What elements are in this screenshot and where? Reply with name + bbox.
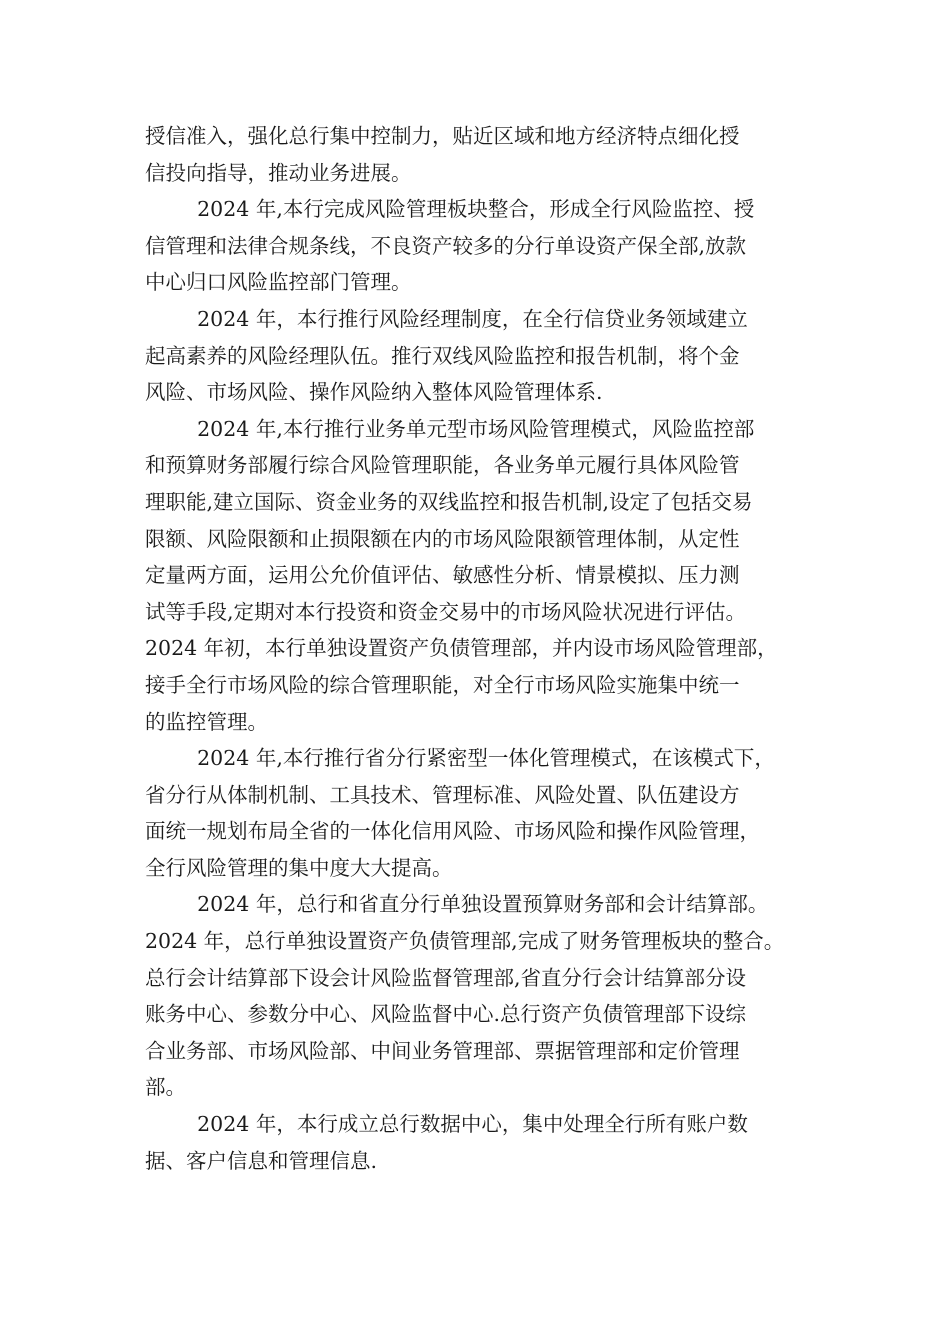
document-body xyxy=(145,118,835,1179)
text-line: 2024 年，总行和省直分行单独设置预算财务部和会计结算部。 xyxy=(145,892,769,917)
text-line: 和预算财务部履行综合风险管理职能，各业务单元履行具体风险管 xyxy=(145,453,740,478)
text-line: 授信准入，强化总行集中控制力，贴近区域和地方经济特点细化授 xyxy=(145,124,740,148)
text-line: 总行会计结算部下设会计风险监督管理部,省直分行会计结算部分设 xyxy=(145,965,747,990)
text-line: 信投向指导，推动业务进展。 xyxy=(145,160,412,185)
text-line: 2024 年，本行推行风险经理制度，在全行信贷业务领域建立 xyxy=(145,306,748,331)
text-line: 接手全行市场风险的综合管理职能，对全行市场风险实施集中统一 xyxy=(145,672,740,697)
text-line: 风险、市场风险、操作风险纳入整体风险管理体系. xyxy=(145,380,603,405)
text-line: 起高素养的风险经理队伍。推行双线风险监控和报告机制，将个金 xyxy=(145,343,740,368)
text-line: 2024 年,本行推行业务单元型市场风险管理模式，风险监控部 xyxy=(145,416,755,441)
text-line: 合业务部、市场风险部、中间业务管理部、票据管理部和定价管理 xyxy=(145,1038,740,1063)
text-line: 2024 年，总行单独设置资产负债管理部,完成了财务管理板块的整合。 xyxy=(145,929,785,954)
text-line: 面统一规划布局全省的一体化信用风险、市场风险和操作风险管理， xyxy=(145,819,760,844)
text-line: 2024 年，本行成立总行数据中心，集中处理全行所有账户数 xyxy=(145,1112,748,1137)
text-line: 部。 xyxy=(145,1075,186,1100)
text-line: 定量两方面，运用公允价值评估、敏感性分析、情景模拟、压力测 xyxy=(145,563,740,588)
text-line: 的监控管理。 xyxy=(145,709,268,734)
text-line: 账务中心、参数分中心、风险监督中心.总行资产负债管理部下设综 xyxy=(145,1002,747,1027)
text-line: 据、客户信息和管理信息. xyxy=(145,1148,378,1173)
text-line: 限额、风险限额和止损限额在内的市场风险限额管理体制，从定性 xyxy=(145,526,740,551)
text-line: 中心归口风险监控部门管理。 xyxy=(145,270,412,295)
text-line: 2024 年初，本行单独设置资产负债管理部，并内设市场风险管理部， xyxy=(145,636,778,661)
text-line: 全行风险管理的集中度大大提高。 xyxy=(145,855,453,880)
text-line: 理职能,建立国际、资金业务的双线监控和报告机制,设定了包括交易 xyxy=(145,489,753,514)
text-line: 试等手段,定期对本行投资和资金交易中的市场风险状况进行评估。 xyxy=(145,599,747,624)
text-line: 2024 年,本行推行省分行紧密型一体化管理模式，在该模式下， xyxy=(145,746,775,771)
text-line: 2024 年,本行完成风险管理板块整合，形成全行风险监控、授 xyxy=(145,197,755,222)
text-line: 省分行从体制机制、工具技术、管理标准、风险处置、队伍建设方 xyxy=(145,782,740,807)
text-line: 信管理和法律合规条线，不良资产较多的分行单设资产保全部,放款 xyxy=(145,233,747,258)
